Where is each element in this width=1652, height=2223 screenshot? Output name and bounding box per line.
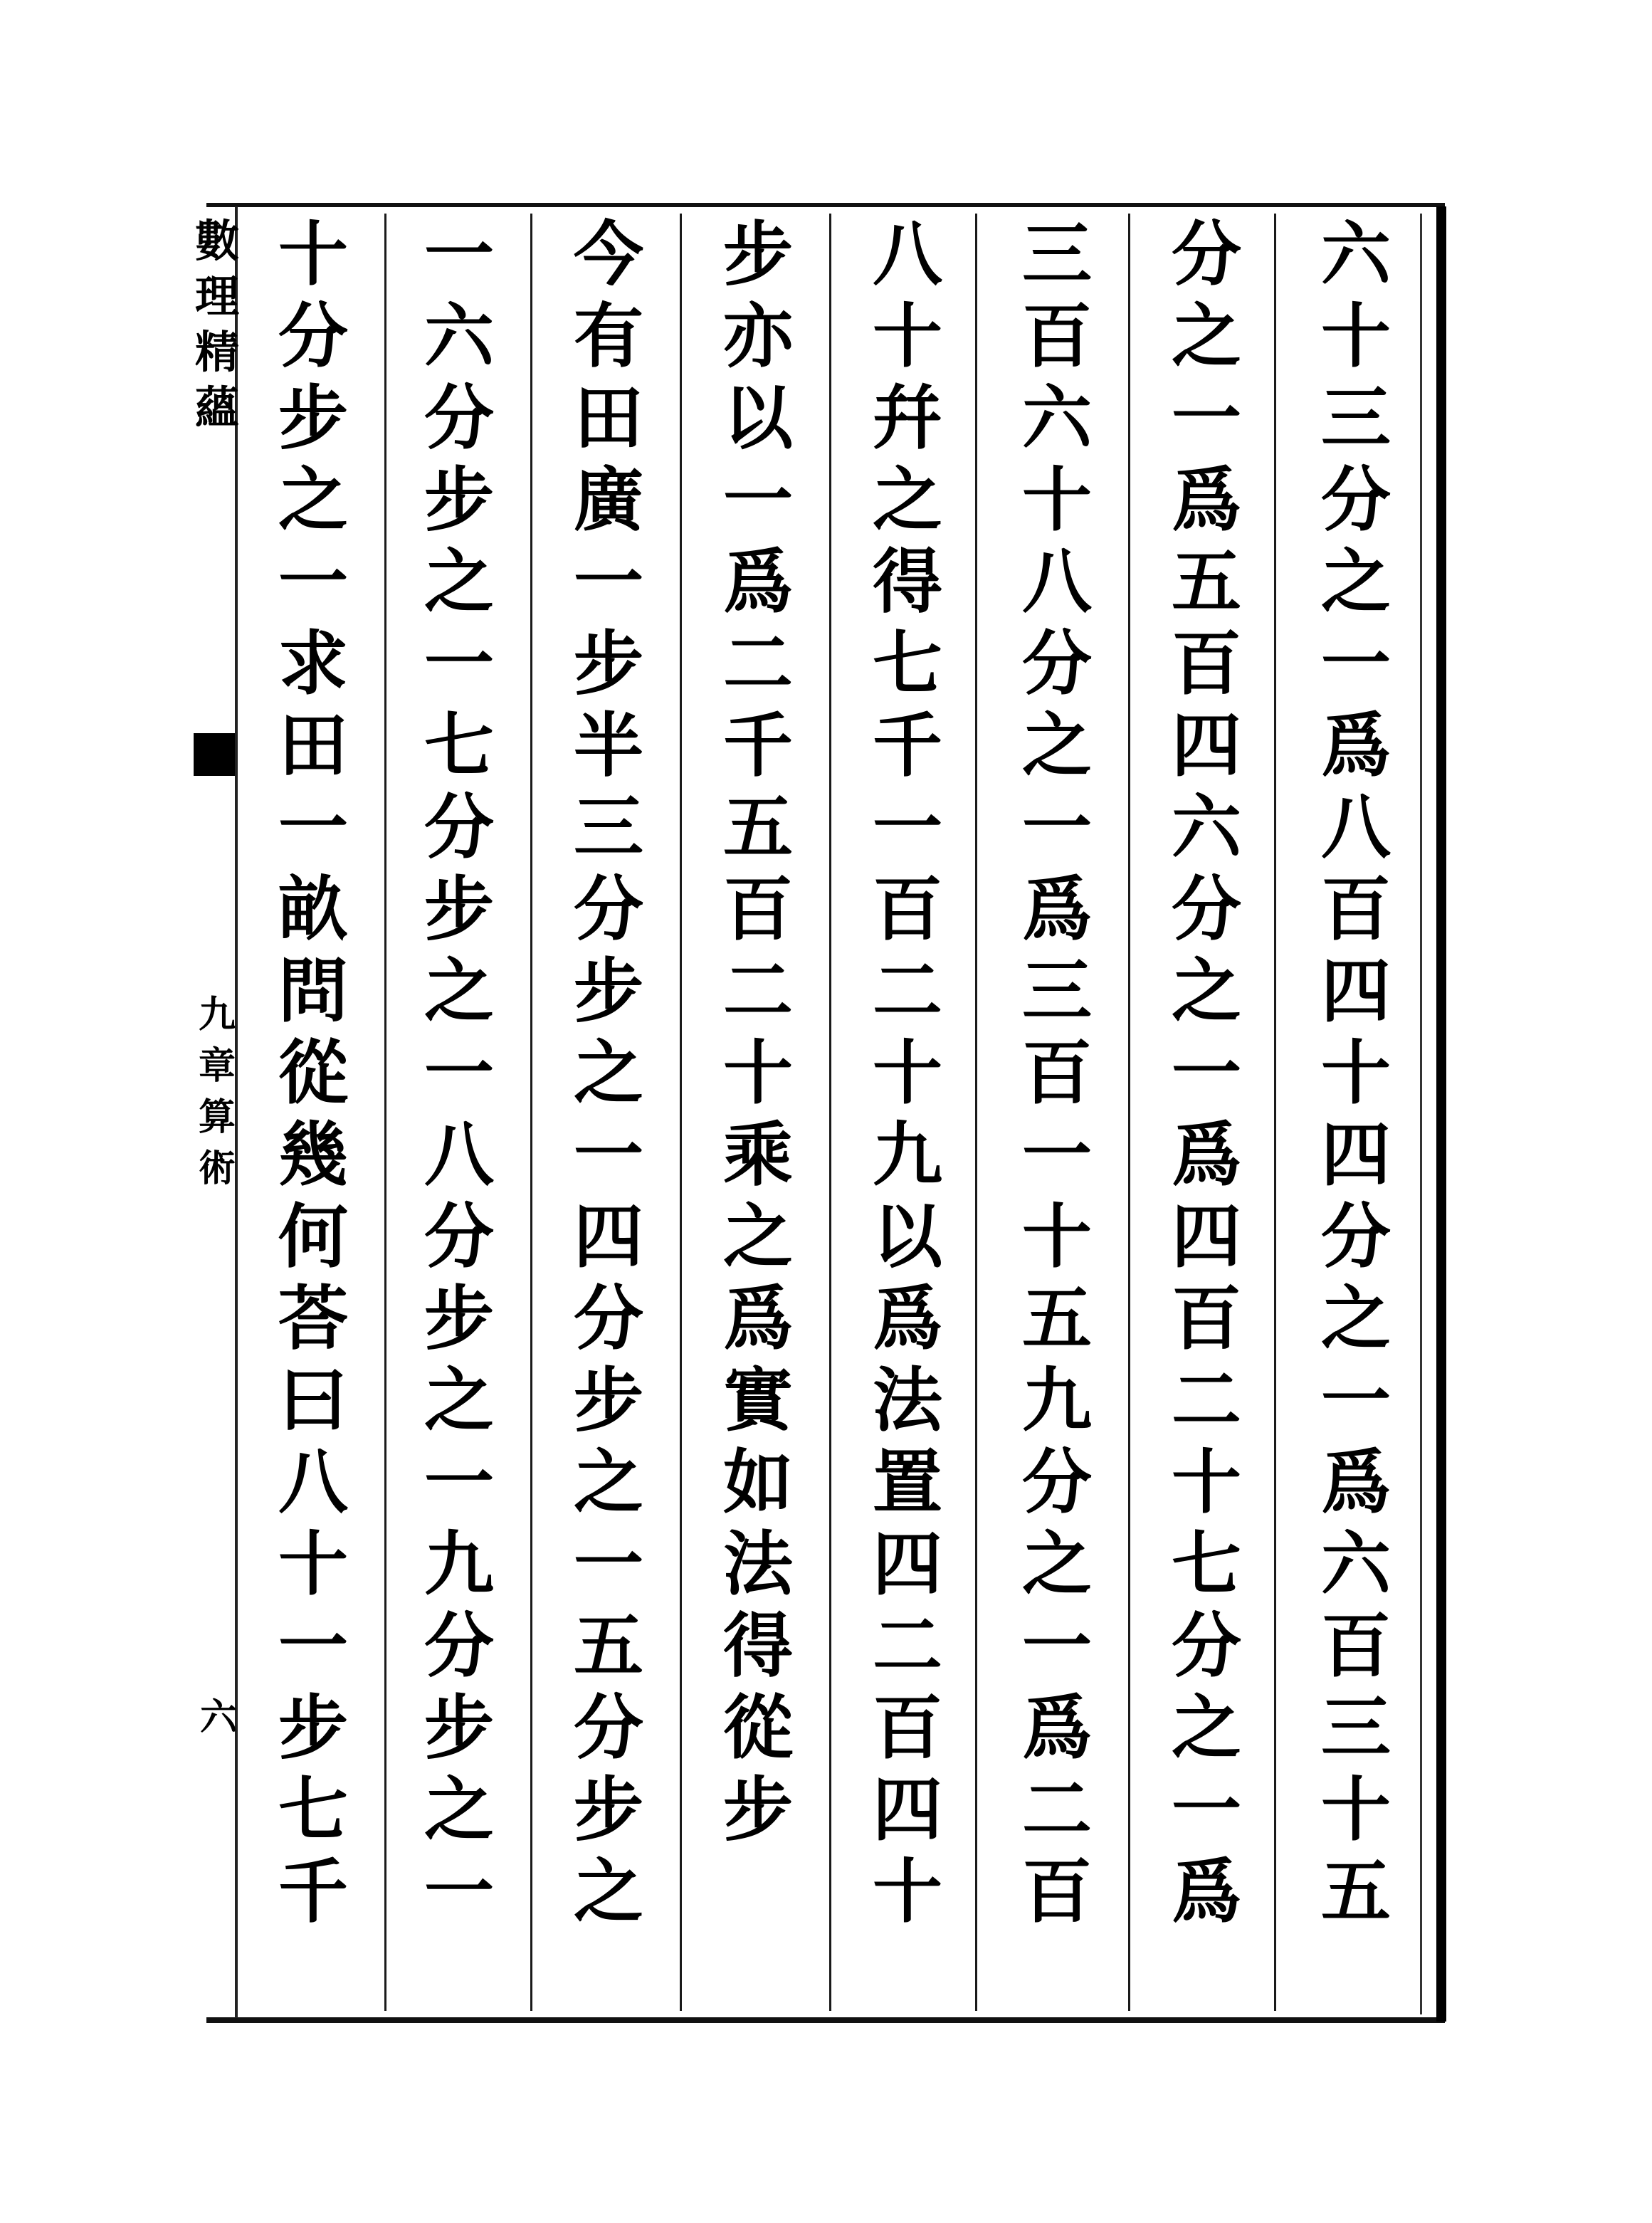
text-character: 一 xyxy=(423,1851,494,1933)
text-character: 四 xyxy=(1320,950,1391,1032)
text-character: 分 xyxy=(573,868,643,950)
text-character: 七 xyxy=(423,705,494,787)
text-character: 田 xyxy=(278,705,348,787)
text-character: 以 xyxy=(872,1196,942,1278)
text-character: 一 xyxy=(1171,377,1241,459)
frame-bottom-border xyxy=(206,2017,1445,2023)
text-character: 爲 xyxy=(1171,1114,1241,1196)
text-character: 百 xyxy=(1021,295,1092,377)
text-character: 分 xyxy=(573,1278,643,1360)
text-character: 千 xyxy=(872,705,942,787)
text-character: 百 xyxy=(722,868,793,950)
text-character: 爲 xyxy=(1171,1851,1241,1933)
text-character: 爲 xyxy=(722,541,793,623)
text-character: 四 xyxy=(872,1523,942,1605)
text-character: 之 xyxy=(872,459,942,541)
text-character: 二 xyxy=(722,950,793,1032)
text-character: 四 xyxy=(573,1196,643,1278)
text-character: 分 xyxy=(423,1605,494,1687)
text-character: 一 xyxy=(423,214,494,295)
margin-book-title xyxy=(192,214,242,436)
text-character: 幾 xyxy=(278,1114,348,1196)
text-character: 步 xyxy=(423,459,494,541)
text-character: 曰 xyxy=(278,1360,348,1441)
text-character: 幷 xyxy=(872,377,942,459)
column-rule xyxy=(680,214,682,2011)
text-column-4 xyxy=(836,214,979,2011)
text-character: 分 xyxy=(1171,214,1241,295)
text-character: 何 xyxy=(278,1196,348,1278)
text-character: 畝 xyxy=(278,868,348,950)
text-character: 之 xyxy=(573,1441,643,1523)
text-character: 之 xyxy=(278,459,348,541)
text-character: 從 xyxy=(278,1032,348,1114)
text-character: 之 xyxy=(1171,950,1241,1032)
text-character: 一 xyxy=(278,1605,348,1687)
text-character: 廣 xyxy=(573,459,643,541)
text-character: 田 xyxy=(573,377,643,459)
text-character: 之 xyxy=(1021,705,1092,787)
text-character: 爲 xyxy=(1171,459,1241,541)
text-character: 置 xyxy=(872,1441,942,1523)
text-character: 之 xyxy=(423,1769,494,1851)
margin-character: 章 xyxy=(198,1044,236,1088)
column-rule xyxy=(384,214,386,2011)
text-character: 二 xyxy=(872,950,942,1032)
text-character: 得 xyxy=(872,541,942,623)
text-character: 五 xyxy=(722,787,793,868)
text-character: 十 xyxy=(1171,1441,1241,1523)
text-character: 之 xyxy=(1021,1523,1092,1605)
text-character: 步 xyxy=(278,377,348,459)
text-character: 步 xyxy=(423,868,494,950)
text-character: 二 xyxy=(1021,1769,1092,1851)
text-character: 四 xyxy=(872,1769,942,1851)
text-character: 十 xyxy=(278,214,348,295)
text-character: 一 xyxy=(1171,1769,1241,1851)
text-character: 得 xyxy=(722,1605,793,1687)
frame-top-border xyxy=(206,203,1445,207)
text-character: 分 xyxy=(278,295,348,377)
text-character: 百 xyxy=(1320,1605,1391,1687)
text-character: 六 xyxy=(423,295,494,377)
text-character: 十 xyxy=(872,1032,942,1114)
margin-character: 九 xyxy=(198,993,236,1036)
text-character: 分 xyxy=(1021,623,1092,705)
text-character: 十 xyxy=(278,1523,348,1605)
text-character: 七 xyxy=(278,1769,348,1851)
margin-character: 數 xyxy=(194,215,239,267)
text-character: 一 xyxy=(722,459,793,541)
text-column-6 xyxy=(537,214,680,2011)
text-character: 五 xyxy=(1021,1278,1092,1360)
text-character: 九 xyxy=(1021,1360,1092,1441)
text-character: 一 xyxy=(1171,1032,1241,1114)
text-character: 步 xyxy=(423,1278,494,1360)
text-character: 之 xyxy=(423,541,494,623)
text-character: 步 xyxy=(722,1769,793,1851)
text-column-7 xyxy=(388,214,530,2011)
text-column-5 xyxy=(687,214,829,2011)
margin-chapter-title xyxy=(192,989,242,1194)
text-character: 法 xyxy=(872,1360,942,1441)
text-character: 六 xyxy=(1320,1523,1391,1605)
text-character: 十 xyxy=(1021,1196,1092,1278)
text-character: 步 xyxy=(278,1687,348,1769)
text-character: 百 xyxy=(1320,868,1391,950)
text-character: 三 xyxy=(1320,1687,1391,1769)
text-character: 有 xyxy=(573,295,643,377)
text-character: 分 xyxy=(423,1196,494,1278)
text-character: 十 xyxy=(1021,459,1092,541)
text-character: 二 xyxy=(1171,1360,1241,1441)
text-character: 三 xyxy=(1021,950,1092,1032)
text-character: 爲 xyxy=(1320,1441,1391,1523)
text-character: 百 xyxy=(1171,1278,1241,1360)
text-character: 三 xyxy=(573,787,643,868)
text-character: 分 xyxy=(423,787,494,868)
text-character: 亦 xyxy=(722,295,793,377)
text-character: 二 xyxy=(872,1605,942,1687)
text-character: 步 xyxy=(423,1687,494,1769)
text-character: 半 xyxy=(573,705,643,787)
text-character: 六 xyxy=(1320,214,1391,295)
text-character: 五 xyxy=(1320,1851,1391,1933)
text-character: 百 xyxy=(1021,1032,1092,1114)
text-character: 爲 xyxy=(1021,1687,1092,1769)
text-character: 千 xyxy=(722,705,793,787)
text-character: 一 xyxy=(423,1032,494,1114)
text-character: 四 xyxy=(1171,705,1241,787)
text-character: 之 xyxy=(1320,541,1391,623)
text-column-2 xyxy=(1135,214,1278,2011)
fishtail-mark xyxy=(194,733,235,776)
text-character: 四 xyxy=(1171,1196,1241,1278)
text-character: 之 xyxy=(573,1032,643,1114)
text-character: 一 xyxy=(1021,787,1092,868)
text-character: 一 xyxy=(1021,1605,1092,1687)
text-character: 之 xyxy=(1171,295,1241,377)
text-character: 一 xyxy=(573,1523,643,1605)
text-character: 以 xyxy=(722,377,793,459)
text-character: 二 xyxy=(722,623,793,705)
text-character: 三 xyxy=(1021,214,1092,295)
margin-page-number: 六 xyxy=(199,1696,237,1739)
text-character: 五 xyxy=(573,1605,643,1687)
text-column-3 xyxy=(986,214,1128,2011)
text-character: 九 xyxy=(872,1114,942,1196)
text-character: 之 xyxy=(573,1851,643,1933)
text-character: 乘 xyxy=(722,1114,793,1196)
text-character: 荅 xyxy=(278,1278,348,1360)
text-character: 問 xyxy=(278,950,348,1032)
text-character: 百 xyxy=(1021,1851,1092,1933)
column-rule xyxy=(530,214,532,2011)
text-character: 千 xyxy=(278,1851,348,1933)
text-column-1 xyxy=(1285,214,1427,2011)
text-character: 一 xyxy=(1021,1114,1092,1196)
text-character: 分 xyxy=(1171,868,1241,950)
margin-character: 算 xyxy=(198,1095,236,1139)
text-character: 如 xyxy=(722,1441,793,1523)
text-character: 八 xyxy=(423,1114,494,1196)
text-character: 一 xyxy=(278,787,348,868)
text-character: 百 xyxy=(872,868,942,950)
text-character: 之 xyxy=(1171,1687,1241,1769)
text-character: 八 xyxy=(1021,541,1092,623)
text-character: 百 xyxy=(872,1687,942,1769)
text-column-8 xyxy=(242,214,384,2011)
text-character: 分 xyxy=(1171,1605,1241,1687)
text-character: 之 xyxy=(722,1196,793,1278)
margin-character: 精 xyxy=(194,326,239,378)
text-character: 一 xyxy=(872,787,942,868)
text-character: 七 xyxy=(1171,1523,1241,1605)
text-character: 十 xyxy=(1320,1032,1391,1114)
text-character: 從 xyxy=(722,1687,793,1769)
text-character: 分 xyxy=(1320,1196,1391,1278)
text-character: 爲 xyxy=(1320,705,1391,787)
margin-character: 術 xyxy=(198,1147,236,1190)
text-character: 之 xyxy=(423,950,494,1032)
text-character: 一 xyxy=(1320,623,1391,705)
text-character: 六 xyxy=(1171,787,1241,868)
text-character: 分 xyxy=(1021,1441,1092,1523)
text-character: 一 xyxy=(423,1441,494,1523)
margin-character: 蘊 xyxy=(194,382,239,433)
text-character: 今 xyxy=(573,214,643,295)
text-character: 分 xyxy=(423,377,494,459)
text-character: 百 xyxy=(1171,623,1241,705)
text-character: 步 xyxy=(573,950,643,1032)
frame-right-border xyxy=(1436,206,1446,2022)
text-character: 實 xyxy=(722,1360,793,1441)
column-rule xyxy=(829,214,831,2011)
text-character: 求 xyxy=(278,623,348,705)
text-character: 十 xyxy=(872,295,942,377)
text-character: 十 xyxy=(1320,1769,1391,1851)
text-character: 八 xyxy=(872,214,942,295)
text-character: 步 xyxy=(573,1769,643,1851)
text-character: 一 xyxy=(573,541,643,623)
text-character: 爲 xyxy=(872,1278,942,1360)
text-character: 三 xyxy=(1320,377,1391,459)
text-character: 五 xyxy=(1171,541,1241,623)
column-rule xyxy=(1128,214,1130,2011)
text-character: 爲 xyxy=(722,1278,793,1360)
margin-character: 理 xyxy=(194,270,239,322)
text-character: 十 xyxy=(1320,295,1391,377)
text-character: 一 xyxy=(1320,1360,1391,1441)
text-character: 爲 xyxy=(1021,868,1092,950)
text-character: 步 xyxy=(573,1360,643,1441)
text-character: 步 xyxy=(573,623,643,705)
text-character: 之 xyxy=(1320,1278,1391,1360)
text-character: 九 xyxy=(423,1523,494,1605)
text-character: 分 xyxy=(1320,459,1391,541)
text-character: 之 xyxy=(423,1360,494,1441)
text-character: 一 xyxy=(573,1114,643,1196)
text-character: 十 xyxy=(722,1032,793,1114)
text-character: 十 xyxy=(872,1851,942,1933)
text-character: 四 xyxy=(1320,1114,1391,1196)
text-character: 分 xyxy=(573,1687,643,1769)
text-character: 步 xyxy=(722,214,793,295)
text-character: 六 xyxy=(1021,377,1092,459)
text-character: 一 xyxy=(423,623,494,705)
text-character: 法 xyxy=(722,1523,793,1605)
text-character: 七 xyxy=(872,623,942,705)
text-character: 八 xyxy=(1320,787,1391,868)
text-character: 八 xyxy=(278,1441,348,1523)
text-character: 一 xyxy=(278,541,348,623)
